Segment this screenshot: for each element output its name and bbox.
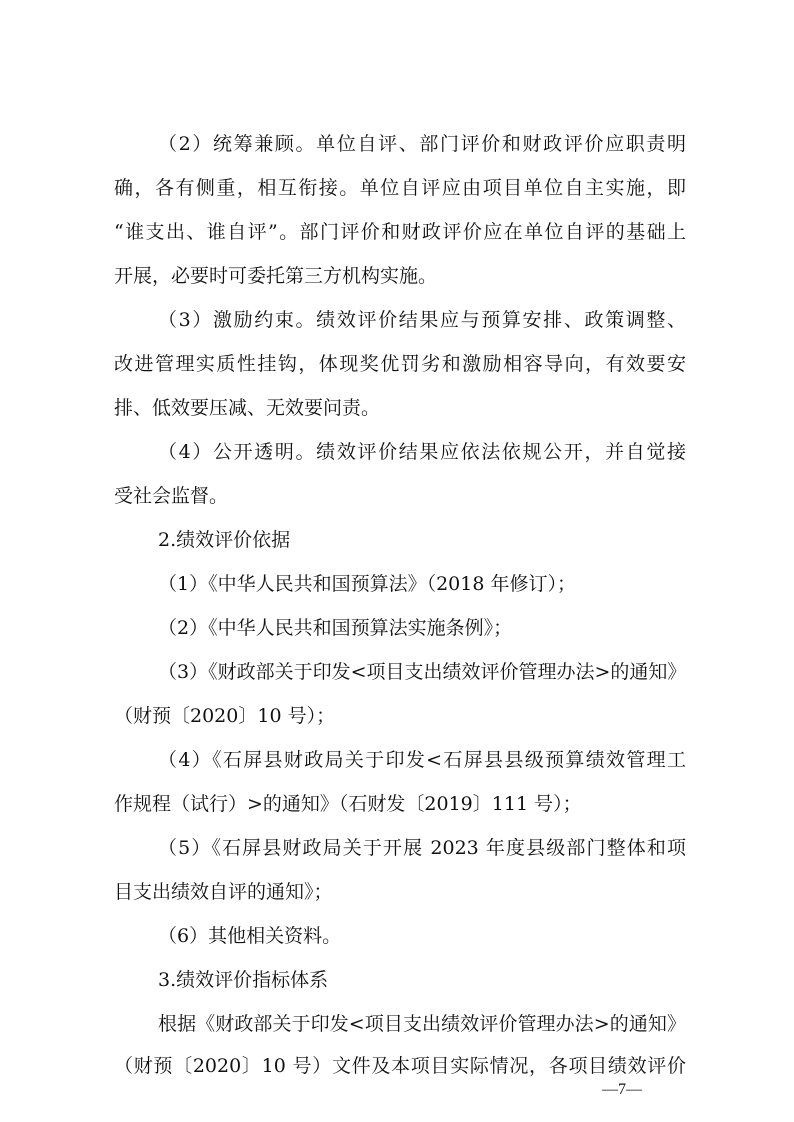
list-item: （3）《财政部关于印发<项目支出绩效评价管理办法>的通知》 [158,661,686,683]
paragraph-line: “谁支出、谁自评”。部门评价和财政评价应在单位自评的基础上 [114,221,686,243]
paragraph-line: 排、低效要压减、无效要问责。 [114,397,381,419]
section-heading: 2.绩效评价依据 [158,529,291,551]
paragraph-line: （3）激励约束。绩效评价结果应与预算安排、政策调整、 [158,309,686,331]
list-item-continuation: （财预〔2020〕10 号）； [114,705,336,727]
paragraph-line: 改进管理实质性挂钩，体现奖优罚劣和激励相容导向，有效要安 [114,353,686,375]
paragraph-line: （财预〔2020〕10 号）文件及本项目实际情况，各项目绩效评价 [114,1055,686,1077]
page-number: —7— [602,1081,642,1098]
list-item: （2）《中华人民共和国预算法实施条例》； [158,617,513,639]
list-item-continuation: 目支出绩效自评的通知》； [114,881,333,903]
paragraph-line: （4）公开透明。绩效评价结果应依法依规公开，并自觉接 [158,441,686,463]
list-item: （6）其他相关资料。 [158,925,342,947]
list-item-continuation: 作规程（试行）>的通知》（石财发〔2019〕111 号）； [114,793,582,815]
paragraph-line: 根据《财政部关于印发<项目支出绩效评价管理办法>的通知》 [158,1013,686,1035]
paragraph-line: 受社会监督。 [114,485,229,507]
paragraph-line: 确，各有侧重，相互衔接。单位自评应由项目单位自主实施，即 [114,177,686,199]
list-item: （1）《中华人民共和国预算法》（2018 年修订）； [158,573,576,595]
list-item: （4）《石屏县财政局关于印发<石屏县县级预算绩效管理工 [158,749,686,771]
list-item: （5）《石屏县财政局关于开展 2023 年度县级部门整体和项 [158,837,686,859]
section-heading: 3.绩效评价指标体系 [158,969,329,991]
paragraph-line: （2）统筹兼顾。单位自评、部门评价和财政评价应职责明 [158,133,686,155]
paragraph-line: 开展，必要时可委托第三方机构实施。 [114,265,438,287]
